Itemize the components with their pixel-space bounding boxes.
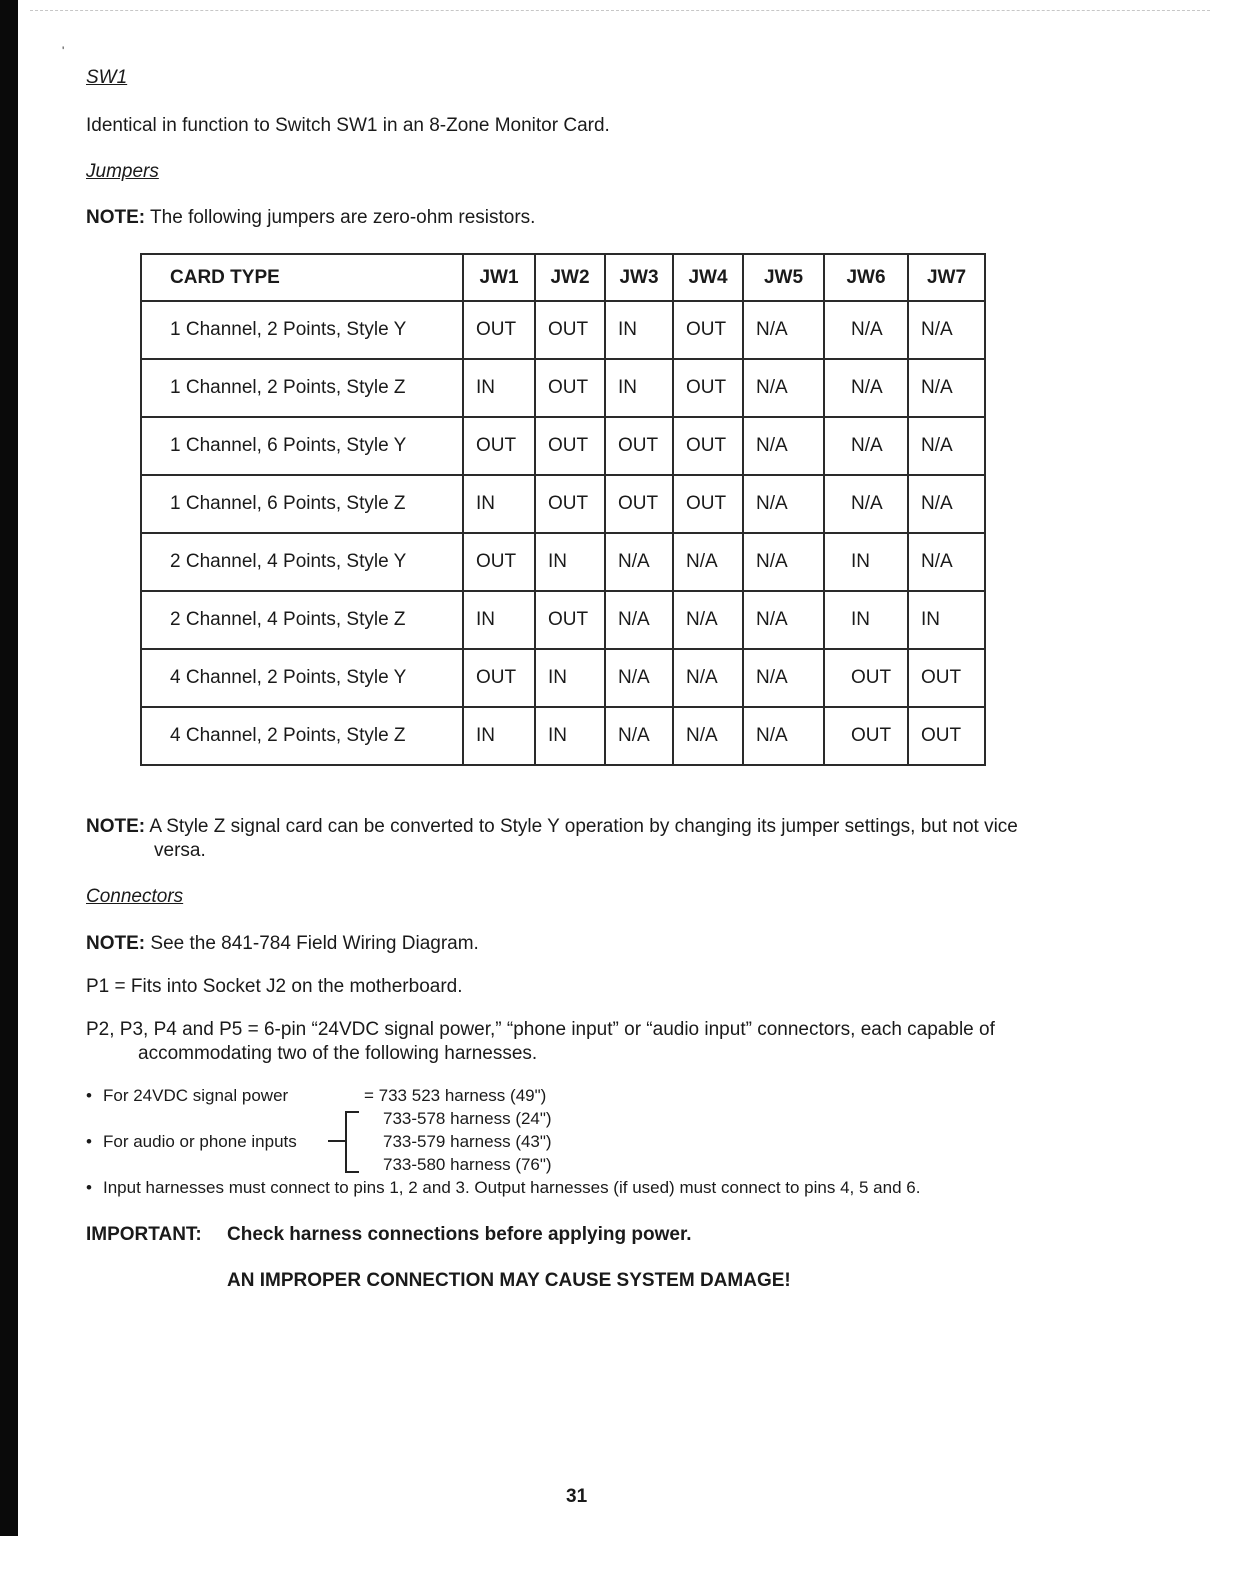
scan-top-noise: [30, 10, 1210, 15]
jumper-cell: N/A: [605, 707, 673, 765]
col-header: CARD TYPE: [141, 254, 463, 301]
input-harness-rule: Input harnesses must connect to pins 1, 2 and 3. Output harnesses (if used) must connect to pins 4, 5 and 6.: [103, 1178, 921, 1197]
p2-line1: P2, P3, P4 and P5 = 6-pin “24VDC signal power,” “phone input” or “audio input” connectors, each capable of: [86, 1019, 995, 1040]
note-label: NOTE:: [86, 207, 146, 228]
card-type-cell: 2 Channel, 4 Points, Style Y: [141, 533, 463, 591]
table-header-row: [141, 254, 985, 301]
jumper-cell: N/A: [743, 301, 824, 359]
jumper-cell: N/A: [824, 417, 908, 475]
col-header: JW4: [673, 254, 743, 301]
jumper-cell: OUT: [463, 417, 535, 475]
table-row: [141, 417, 985, 475]
audio-harness: 733-580 harness (76"): [383, 1155, 552, 1174]
jumper-cell: N/A: [743, 533, 824, 591]
jumper-cell: OUT: [535, 359, 605, 417]
card-type-cell: 1 Channel, 2 Points, Style Z: [141, 359, 463, 417]
jumper-cell: OUT: [463, 301, 535, 359]
col-header: JW3: [605, 254, 673, 301]
important-line1: Check harness connections before applying power.: [227, 1224, 692, 1245]
style-note-line2: versa.: [154, 840, 206, 861]
jumper-cell: OUT: [673, 417, 743, 475]
important-label: IMPORTANT:: [86, 1224, 202, 1245]
jumper-cell: OUT: [824, 707, 908, 765]
bullet-icon: •: [86, 1132, 92, 1151]
page-number: 31: [566, 1486, 588, 1507]
jumpers-note: [86, 206, 535, 230]
jumper-cell: IN: [605, 359, 673, 417]
bullet-icon: •: [86, 1086, 92, 1105]
jumper-cell: N/A: [908, 301, 985, 359]
col-header: JW5: [743, 254, 824, 301]
bracket-connector: [328, 1140, 345, 1142]
card-type-cell: 2 Channel, 4 Points, Style Z: [141, 591, 463, 649]
jumper-cell: N/A: [824, 475, 908, 533]
card-type-cell: 4 Channel, 2 Points, Style Y: [141, 649, 463, 707]
jumper-cell: IN: [824, 533, 908, 591]
jumper-cell: OUT: [605, 417, 673, 475]
connectors-heading: Connectors: [86, 886, 184, 907]
scan-mark: ': [62, 44, 65, 58]
jumper-cell: IN: [535, 649, 605, 707]
jumpers-heading: Jumpers: [86, 161, 159, 182]
card-type-cell: 1 Channel, 2 Points, Style Y: [141, 301, 463, 359]
audio-harness: 733-578 harness (24"): [383, 1109, 552, 1128]
audio-harness: 733-579 harness (43"): [383, 1132, 552, 1151]
jumper-cell: IN: [535, 533, 605, 591]
jumper-cell: OUT: [535, 475, 605, 533]
jumper-cell: N/A: [743, 417, 824, 475]
card-type-cell: 1 Channel, 6 Points, Style Z: [141, 475, 463, 533]
jumper-cell: OUT: [463, 533, 535, 591]
jumper-cell: N/A: [908, 417, 985, 475]
jumper-cell: N/A: [824, 301, 908, 359]
jumper-cell: N/A: [743, 359, 824, 417]
signal-power-label: For 24VDC signal power: [103, 1086, 289, 1105]
style-note: [86, 815, 1086, 863]
jumper-cell: OUT: [535, 591, 605, 649]
col-header: JW1: [463, 254, 535, 301]
jumper-cell: N/A: [673, 649, 743, 707]
table-row: [141, 649, 985, 707]
bracket-icon: [345, 1111, 359, 1173]
jumper-cell: OUT: [605, 475, 673, 533]
jumper-cell: OUT: [673, 359, 743, 417]
connectors-note: [86, 932, 479, 956]
jumper-cell: N/A: [605, 591, 673, 649]
jumper-cell: IN: [463, 475, 535, 533]
jumper-cell: N/A: [824, 359, 908, 417]
jumper-cell: OUT: [824, 649, 908, 707]
jumper-cell: N/A: [673, 591, 743, 649]
jumper-cell: OUT: [908, 707, 985, 765]
col-header: JW6: [824, 254, 908, 301]
table-row: [141, 707, 985, 765]
audio-inputs-label: For audio or phone inputs: [103, 1132, 297, 1151]
p2-p5-description: [86, 1018, 1086, 1066]
scan-edge-bar: [0, 0, 18, 1536]
important-line2: AN IMPROPER CONNECTION MAY CAUSE SYSTEM DAMAGE!: [227, 1270, 791, 1291]
jumper-cell: OUT: [535, 417, 605, 475]
table-row: [141, 301, 985, 359]
jumper-cell: N/A: [908, 359, 985, 417]
sw1-description: Identical in function to Switch SW1 in an 8-Zone Monitor Card.: [86, 115, 610, 136]
jumper-table: [140, 253, 986, 766]
p2-line2: accommodating two of the following harnesses.: [138, 1043, 538, 1064]
jumper-cell: OUT: [535, 301, 605, 359]
jumper-cell: N/A: [673, 533, 743, 591]
jumper-cell: N/A: [743, 591, 824, 649]
jumper-cell: N/A: [743, 649, 824, 707]
jumper-cell: IN: [605, 301, 673, 359]
jumper-cell: IN: [535, 707, 605, 765]
jumper-cell: IN: [824, 591, 908, 649]
card-type-cell: 4 Channel, 2 Points, Style Z: [141, 707, 463, 765]
jumper-cell: IN: [463, 707, 535, 765]
p1-description: P1 = Fits into Socket J2 on the motherboard.: [86, 976, 463, 997]
note-label: NOTE:: [86, 816, 146, 837]
jumper-cell: N/A: [743, 707, 824, 765]
sw1-heading: SW1: [86, 67, 128, 88]
jumper-cell: N/A: [908, 533, 985, 591]
jumper-cell: N/A: [673, 707, 743, 765]
table-row: [141, 359, 985, 417]
jumper-cell: OUT: [673, 475, 743, 533]
jumper-cell: OUT: [463, 649, 535, 707]
note-text: The following jumpers are zero-ohm resistors.: [150, 207, 536, 228]
jumper-cell: N/A: [605, 533, 673, 591]
jumper-cell: IN: [463, 591, 535, 649]
jumper-cell: OUT: [908, 649, 985, 707]
style-note-line1: A Style Z signal card can be converted to Style Y operation by changing its jumper settings, but not vice: [149, 816, 1018, 837]
jumper-cell: OUT: [673, 301, 743, 359]
table-row: [141, 475, 985, 533]
col-header: JW7: [908, 254, 985, 301]
signal-power-harness: = 733 523 harness (49"): [364, 1086, 547, 1105]
jumper-cell: N/A: [743, 475, 824, 533]
jumper-cell: N/A: [908, 475, 985, 533]
bullet-icon: •: [86, 1178, 92, 1197]
connectors-note-text: See the 841-784 Field Wiring Diagram.: [150, 933, 479, 954]
col-header: JW2: [535, 254, 605, 301]
table-row: [141, 591, 985, 649]
table-row: [141, 533, 985, 591]
jumper-cell: N/A: [605, 649, 673, 707]
jumper-cell: IN: [463, 359, 535, 417]
jumper-cell: IN: [908, 591, 985, 649]
card-type-cell: 1 Channel, 6 Points, Style Y: [141, 417, 463, 475]
note-label: NOTE:: [86, 933, 146, 954]
